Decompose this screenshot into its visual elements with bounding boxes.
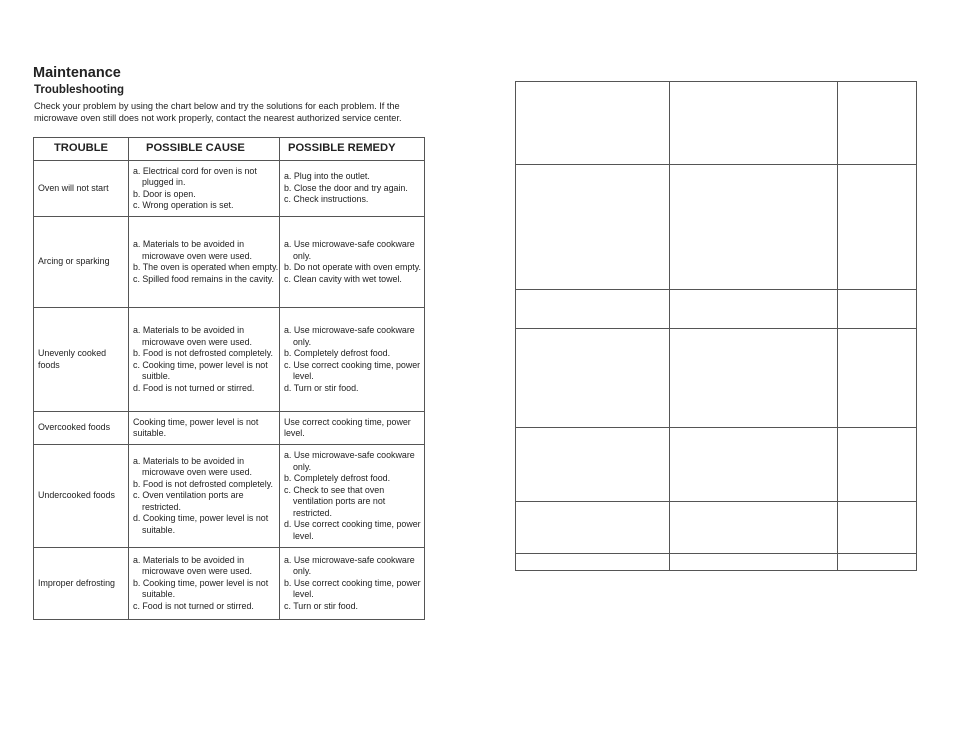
blank-cell [516,82,670,165]
remedy-item: c. Turn or stir food. [284,600,358,611]
intro-text: Check your problem by using the chart below and try the solutions for each problem. If the microwave oven still does not work properly, contact the nearest authorized service center. [34,101,402,123]
blank-cell [838,554,917,571]
cause-item: b. Food is not defrosted completely. [133,478,273,489]
cause-item: a. Electrical cord for oven is not plugged in. [133,165,257,187]
cause-item: c. Food is not turned or stirred. [133,600,254,611]
remedy-item: b. Close the door and try again. [284,182,408,193]
blank-row [516,329,917,428]
table-header-row [34,138,425,161]
remedy-item: d. Use correct cooking time, power level. [284,519,421,541]
blank-cell [670,502,838,554]
table-body [34,161,425,620]
troubleshooting-table [33,137,425,620]
cause-cell [129,412,280,445]
cause-cell [129,445,280,548]
remedy-item: a. Use microwave-safe cookware only. [284,450,415,472]
blank-grid-table [515,81,917,571]
trouble-cell: Undercooked foods [34,445,129,548]
remedy-item: b. Do not operate with oven empty. [284,262,421,272]
cause-item: b. The oven is operated when empty. [133,262,279,272]
remedy-item: a. Plug into the outlet. [284,171,370,182]
blank-cell [670,329,838,428]
remedy-item: c. Check to see that oven ventilation ports are not restricted. [284,484,386,518]
cause-item: a. Materials to be avoided in microwave oven were used. [133,325,253,347]
blank-row [516,502,917,554]
trouble-cell: Improper defrosting [34,548,129,620]
table-row [34,412,425,445]
table-row [34,161,425,217]
cause-item: Cooking time, power level is not suitable. [133,416,259,438]
blank-cell [670,554,838,571]
cause-cell [129,217,280,308]
blank-cell [670,82,838,165]
cause-cell [129,308,280,412]
blank-cell [838,165,917,290]
blank-cell [516,290,670,329]
header-possible-cause: POSSIBLE CAUSE [129,138,280,161]
remedy-item: c. Clean cavity with wet towel. [284,273,402,284]
cause-item: d. Cooking time, power level is not suitable. [133,513,269,535]
blank-row [516,554,917,571]
remedy-cell [280,308,425,412]
remedy-item: d. Turn or stir food. [284,382,359,393]
blank-cell [516,554,670,571]
cause-item: a. Materials to be avoided in microwave oven were used. [133,239,253,261]
blank-cell [670,428,838,502]
remedy-cell [280,445,425,548]
page-title: Maintenance [33,65,121,81]
cause-cell [129,548,280,620]
cause-item: a. Materials to be avoided in microwave oven were used. [133,455,253,478]
cause-item: b. Door is open. [133,188,196,199]
remedy-item: Use correct cooking time, power level. [284,416,411,438]
blank-row [516,165,917,290]
section-title: Troubleshooting [34,84,125,96]
trouble-cell: Overcooked foods [34,412,129,445]
blank-cell [838,428,917,502]
remedy-item: c. Check instructions. [284,194,369,205]
remedy-item: a. Use microwave-safe cookware only. [284,239,415,261]
remedy-item: c. Use correct cooking time, power level. [284,359,421,381]
trouble-cell: Oven will not start [34,161,129,217]
cause-item: a. Materials to be avoided in microwave oven were used. [133,554,253,577]
cause-item: c. Spilled food remains in the cavity. [133,273,274,284]
remedy-item: a. Use microwave-safe cookware only. [284,325,415,347]
blank-cell [516,428,670,502]
remedy-cell [280,161,425,217]
cause-cell [129,161,280,217]
blank-cell [838,290,917,329]
cause-item: b. Food is not defrosted completely. [133,348,273,358]
header-possible-remedy: POSSIBLE REMEDY [280,138,425,161]
blank-cell [516,165,670,290]
remedy-item: b. Completely defrost food. [284,473,391,483]
blank-row [516,428,917,502]
header-trouble: TROUBLE [34,138,129,161]
table-row [34,548,425,620]
blank-cell [838,329,917,428]
blank-cell [516,329,670,428]
cause-item: c. Cooking time, power level is not suitble. [133,359,268,381]
table-row [34,308,425,412]
blank-cell [670,165,838,290]
cause-item: b. Cooking time, power level is not suitable. [133,577,269,600]
blank-row [516,290,917,329]
trouble-cell: Arcing or sparking [34,217,129,308]
remedy-item: a. Use microwave-safe cookware only. [284,554,415,577]
cause-item: c. Wrong operation is set. [133,200,234,210]
table-row [34,445,425,548]
blank-cell [670,290,838,329]
blank-cell [516,502,670,554]
table-row [34,217,425,308]
trouble-cell: Unevenly cooked foods [34,308,129,412]
blank-cell [838,502,917,554]
remedy-cell [280,412,425,445]
cause-item: d. Food is not turned or stirred. [133,382,255,393]
remedy-cell [280,217,425,308]
remedy-item: b. Completely defrost food. [284,348,391,358]
cause-item: c. Oven ventilation ports are restricted. [133,490,244,512]
blank-cell [838,82,917,165]
remedy-item: b. Use correct cooking time, power level. [284,577,421,600]
blank-row [516,82,917,165]
remedy-cell [280,548,425,620]
